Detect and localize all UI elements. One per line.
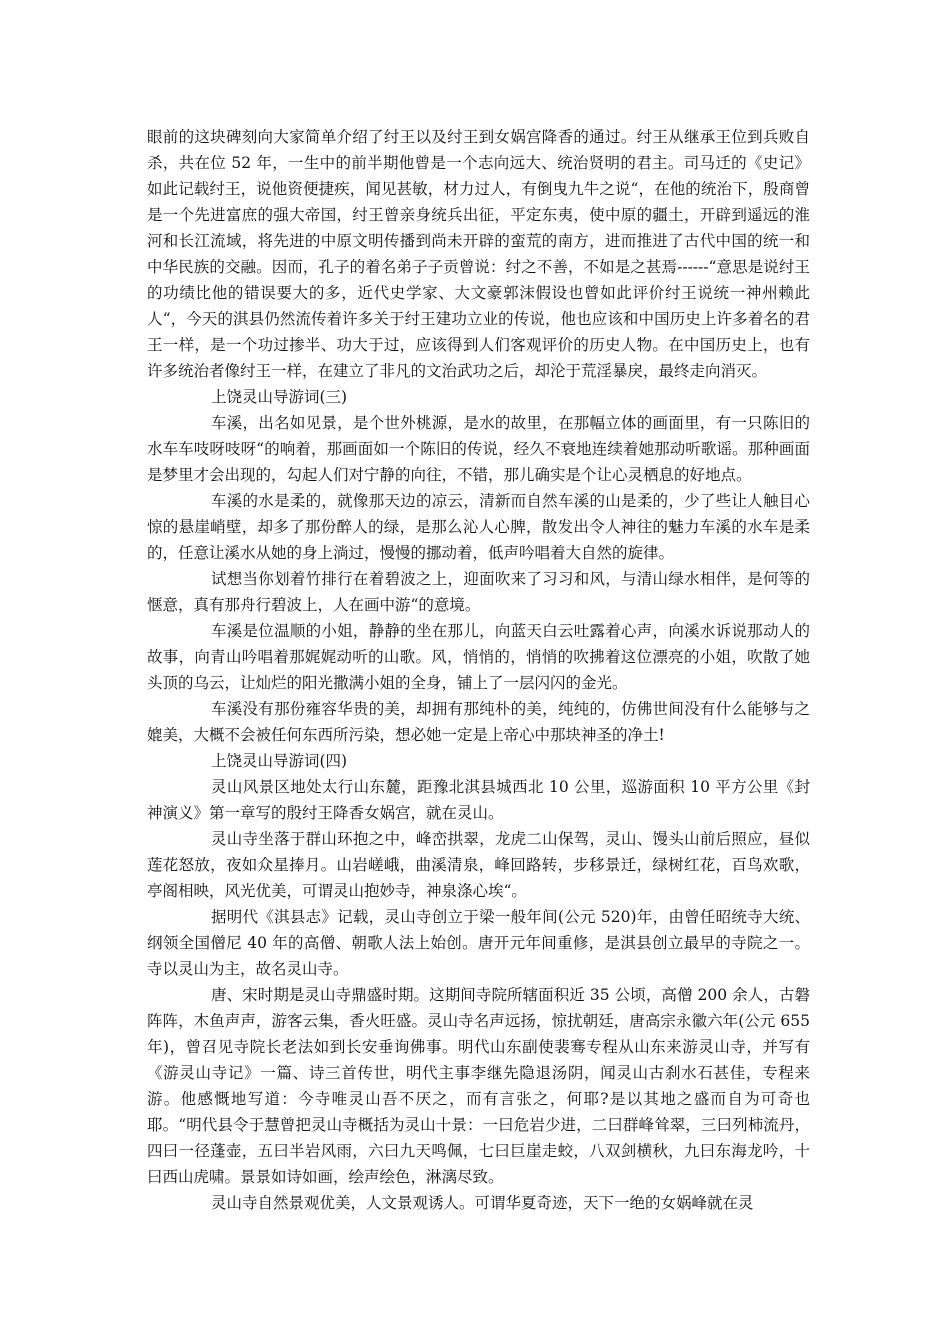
paragraph: 据明代《淇县志》记载，灵山寺创立于梁一般年间(公元 520)年，由曾任昭统寺大统、纲领全国僧尼 40 年的高僧、朝歌人法上始创。唐开元年间重修，是淇县创立最早的寺院之一。寺以灵山为主，故名灵山寺。 bbox=[147, 908, 810, 978]
paragraph: 车溪的水是柔的，就像那天边的凉云，清新而自然车溪的山是柔的，少了些让人触目心惊的悬崖峭壁，却多了那份醉人的绿，是那么沁人心脾，散发出令人神往的魅力车溪的水车是柔的，任意让溪水从她的身上淌过，慢慢的挪动着，低声吟唱着大自然的旋律。 bbox=[147, 492, 810, 562]
section-heading-4: 上饶灵山导游词(四) bbox=[211, 752, 348, 770]
section-heading-3: 上饶灵山导游词(三) bbox=[211, 388, 348, 406]
paragraph: 车溪是位温顺的小姐，静静的坐在那儿，向蓝天白云吐露着心声，向溪水诉说那动人的故事，向青山吟唱着那娓娓动听的山歌。风，悄悄的，悄悄的吹拂着这位漂亮的小姐，吹散了她头顶的乌云，让灿烂的阳光撒满小姐的全身，铺上了一层闪闪的金光。 bbox=[147, 622, 810, 692]
paragraph: 试想当你划着竹排行在着碧波之上，迎面吹来了习习和风，与清山绿水相伴，是何等的惬意，真有那舟行碧波上，人在画中游“的意境。 bbox=[147, 570, 810, 614]
paragraph: 灵山寺坐落于群山环抱之中，峰峦拱翠，龙虎二山保驾，灵山、馒头山前后照应，昼似莲花怒放，夜如众星捧月。山岩嵯峨，曲溪清泉，峰回路转，步移景迁，绿树红花，百鸟欢歌，亭阁相映，风光优美，可谓灵山抱妙寺，神泉涤心埃“。 bbox=[147, 830, 810, 900]
paragraph-intro: 眼前的这块碑刻向大家简单介绍了纣王以及纣王到女娲宫降香的通过。纣王从继承王位到兵败自杀，共在位 52 年，一生中的前半期他曾是一个志向远大、统治贤明的君主。司马迁的《史记》如此记载纣王，说他资便捷疾，闻见甚敏，材力过人，有倒曳九牛之说“，在他的统治下，殷商曾是一个先进富庶的强大帝国，纣王曾亲身统兵出征，平定东夷，使中原的疆土，开辟到遥远的淮河和长江流域，将先进的中原文明传播到尚未开辟的蛮荒的南方，进而推进了古代中国的统一和中华民族的交融。因而，孔子的着名弟子子贡曾说：纣之不善，不如是之甚焉------“意思是说纣王的功绩比他的错误要大的多，近代史学家、大文豪郭沫假设也曾如此评价纣王说统一神州赖此人“，今天的淇县仍然流传着许多关于纣王建功立业的传说，他也应该和中国历史上许多着名的君王一样，是一个功过掺半、功大于过，应该得到人们客观评价的历史人物。在中国历史上，也有许多统治者像纣王一样，在建立了非凡的文治武功之后，却沦于荒淫暴戾，最终走向消灭。 bbox=[147, 128, 810, 380]
paragraph: 车溪没有那份雍容华贵的美，却拥有那纯朴的美，纯纯的，仿佛世间没有什么能够与之媲美，大概不会被任何东西所污染，想必她一定是上帝心中那块神圣的净土! bbox=[147, 700, 810, 744]
paragraph: 车溪，出名如见景，是个世外桃源，是水的故里，在那幅立体的画面里，有一只陈旧的水车车吱呀吱呀“的响着，那画面如一个陈旧的传说，经久不衰地连续着她那动听歌谣。那种画面是梦里才会出现的，勾起人们对宁静的向往，不错，那儿确实是个让心灵栖息的好地点。 bbox=[147, 414, 810, 484]
paragraph: 灵山寺自然景观优美，人文景观诱人。可谓华夏奇迹，天下一绝的女娲峰就在灵 bbox=[211, 1194, 754, 1212]
document-page bbox=[147, 124, 810, 1216]
paragraph: 唐、宋时期是灵山寺鼎盛时期。这期间寺院所辖面积近 35 公顷，高僧 200 余人，古磐阵阵，木鱼声声，游客云集，香火旺盛。灵山寺名声远扬，惊扰朝廷，唐高宗永徽六年(公元 655 年)，曾召见寺院长老法如到长安垂询佛事。明代山东副使裴骞专程从山东来游灵山寺，并写有《游灵山寺记》一篇、诗三首传世，明代主事李继先隐退汤阴，闻灵山古刹水石甚佳，专程来游。他感慨地写道：今寺唯灵山吾不厌之，而有言张之，何耶?是以其地之盛而自为可奇也耶。“明代县令于慧曾把灵山寺概括为灵山十景：一曰危岩少进，二曰群峰耸翠，三曰列柿流丹，四曰一径蓬壶，五曰半岩风雨，六曰九天鸣佩，七曰巨崖走蛟，八双剑横秋，九曰东海龙吟，十曰西山虎啸。景景如诗如画，绘声绘色，淋漓尽致。 bbox=[147, 986, 810, 1186]
paragraph: 灵山风景区地处太行山东麓，距豫北淇县城西北 10 公里，巡游面积 10 平方公里《封神演义》第一章写的殷纣王降香女娲宫，就在灵山。 bbox=[147, 778, 810, 822]
